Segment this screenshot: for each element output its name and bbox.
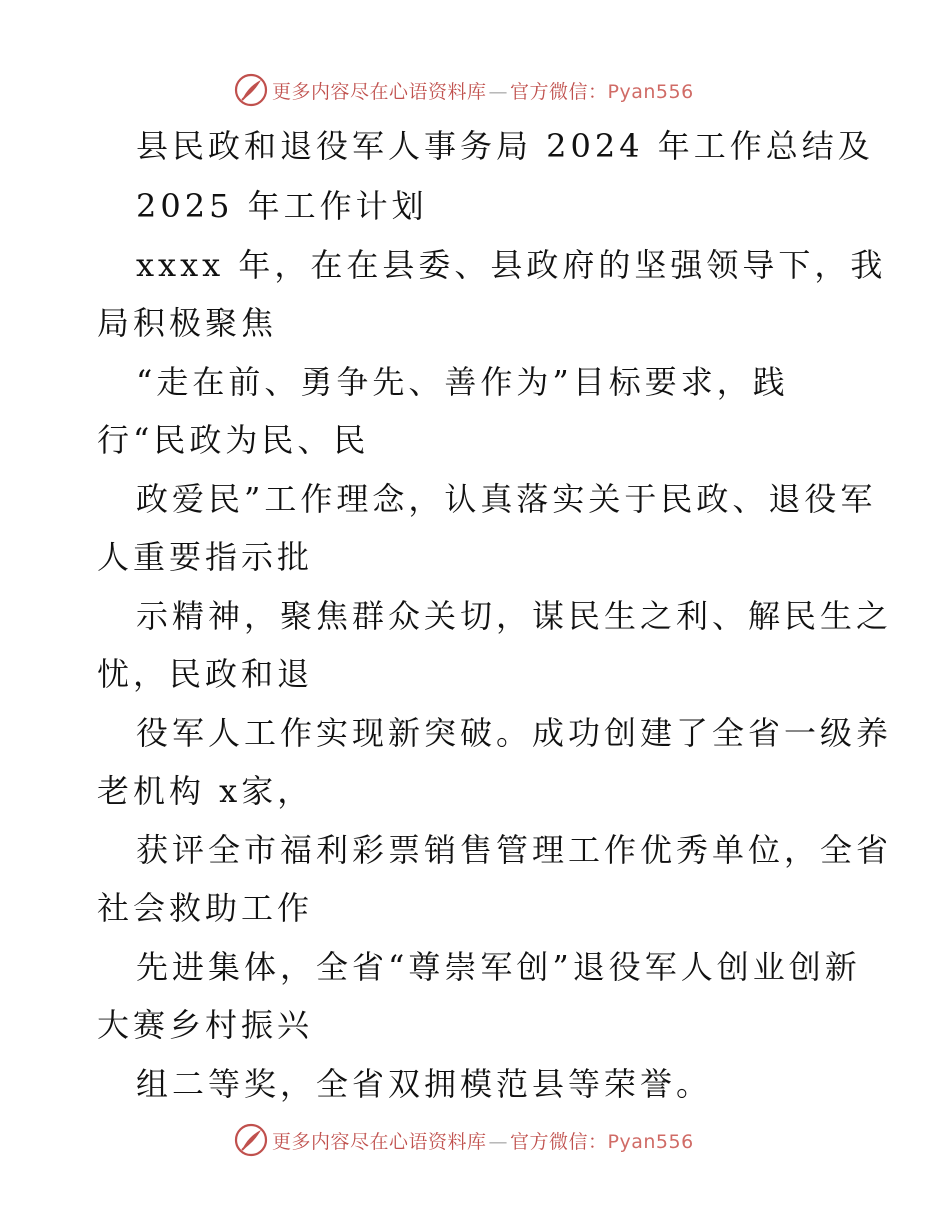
body-line: “走在前、勇争先、善作为”目标要求，践 [136,363,789,401]
body-line: 政爱民”工作理念，认真落实关于民政、退役军 [136,480,877,518]
title-line-1: 县民政和退役军人事务局 2024 年工作总结及 [136,127,874,165]
body-line: 先进集体，全省“尊崇军创”退役军人创业创新 [136,948,861,986]
title-line-2: 2025 年工作计划 [136,187,428,225]
body-line: 忧，民政和退 [97,655,314,693]
watermark-account: Pyan556 [607,80,694,103]
body-line: 行“民政为民、民 [97,421,370,459]
body-line: 组二等奖，全省双拥模范县等荣誉。 [136,1065,713,1103]
body-line: 役军人工作实现新突破。成功创建了全省一级养 [136,714,893,752]
body-line: 大赛乡村振兴 [97,1006,314,1044]
header-watermark [234,70,714,110]
body-line: xxxx 年，在在县委、县政府的坚强领导下，我 [136,246,887,284]
watermark-text [272,1127,694,1154]
body-line: 获评全市福利彩票销售管理工作优秀单位，全省 [136,831,893,869]
body-line: 人重要指示批 [97,538,314,576]
body-line: 示精神，聚焦群众关切，谋民生之利、解民生之 [136,597,893,635]
watermark-site-text: 更多内容尽在心语资料库 [272,1130,487,1153]
watermark-label: 官方微信： [510,80,608,103]
watermark-account: Pyan556 [607,1130,694,1153]
quill-logo-icon [234,73,268,107]
watermark-separator: — [488,80,509,103]
watermark-separator: — [488,1130,509,1153]
watermark-label: 官方微信： [510,1130,608,1153]
body-line: 社会救助工作 [97,889,314,927]
watermark-text [272,77,694,104]
watermark-site-text: 更多内容尽在心语资料库 [272,80,487,103]
quill-logo-icon [234,1123,268,1157]
footer-watermark [234,1120,714,1160]
body-line: 局积极聚焦 [97,304,278,342]
body-line: 老机构 x家， [97,772,314,810]
